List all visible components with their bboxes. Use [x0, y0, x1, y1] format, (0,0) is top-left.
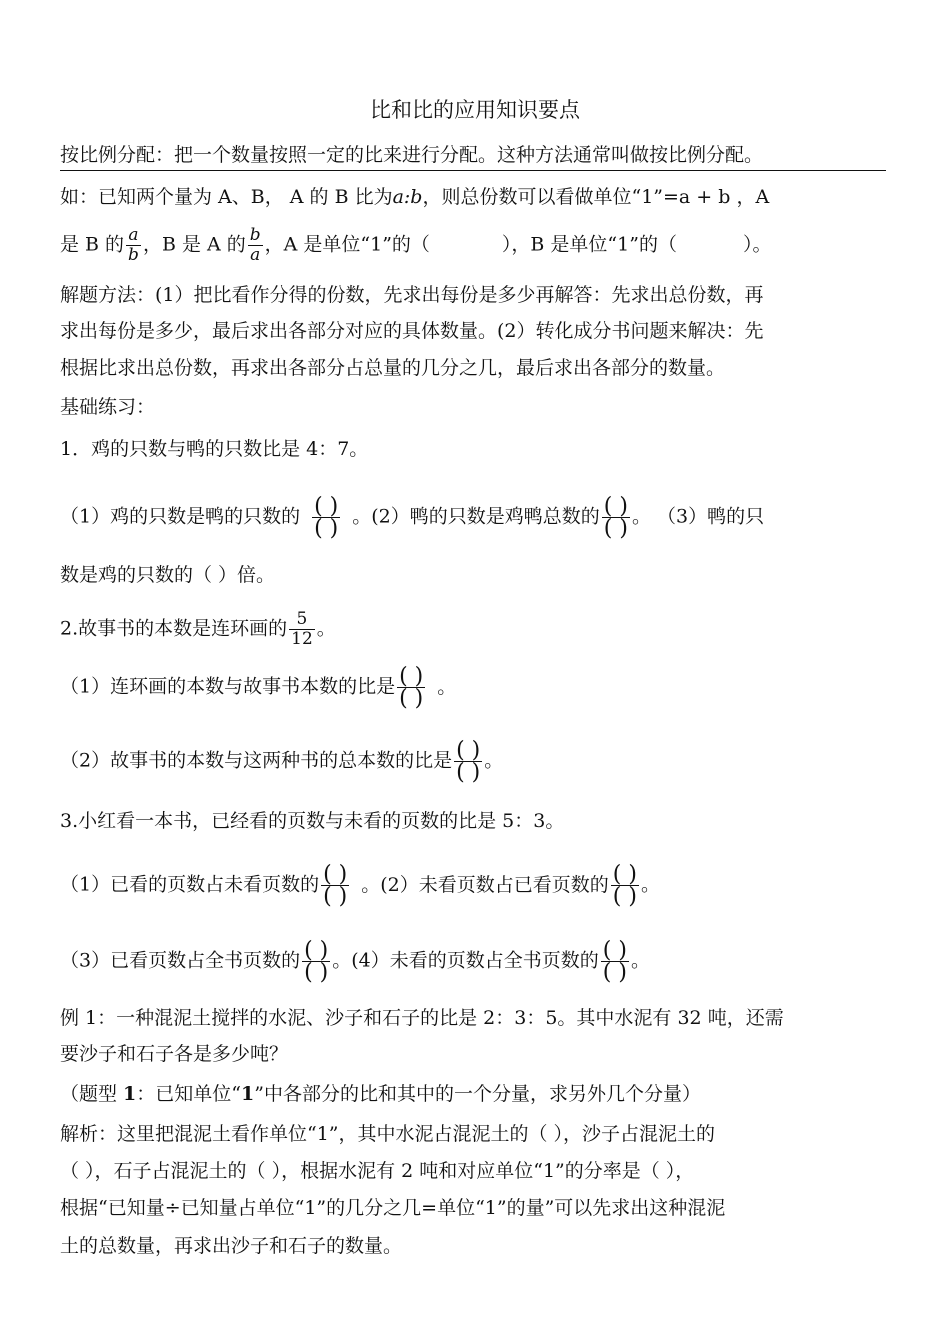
intro-text-g: ）。: [742, 233, 772, 256]
q2-sub1-end: 。: [437, 675, 457, 698]
method-line-1: 解题方法：(1）把比看作分得的份数，先求出每份是多少再解答：先求出总份数，再: [60, 284, 764, 306]
method-line-2: 求出每份是多少，最后求出各部分对应的具体数量。(2）转化成分书问题来解决：先: [60, 320, 764, 342]
blank-fraction[interactable]: [312, 496, 340, 539]
blank-fraction[interactable]: [602, 496, 630, 539]
fraction-numerator: ( ): [612, 862, 637, 887]
analysis-line-4: 土的总数量，再求出沙子和石子的数量。: [60, 1235, 403, 1257]
intro-text-a: 如：已知两个量为 A、B， A 的 B 比为: [60, 186, 393, 208]
example1-line-1: 例 1：一种混泥土搅拌的水泥、沙子和石子的比是 2：3：5。其中水泥有 32 吨，还需: [60, 1007, 784, 1029]
q3-stem: 3.小红看一本书，已经看的页数与未看的页数的比是 5：3。: [60, 810, 565, 832]
example1-line-2: 要沙子和石子各是多少吨？: [60, 1043, 289, 1065]
fraction-numerator: ( ): [456, 738, 481, 763]
fraction-numerator: ( ): [602, 938, 627, 963]
fraction-numerator: ( ): [304, 938, 329, 963]
fraction-b-over-a: [248, 226, 263, 265]
q1-line-1: [60, 496, 764, 539]
q3-sub2-text: 。(2）未看页数占已看页数的: [361, 873, 609, 896]
q3-sub3-text: （3）已看页数占全书页数的: [60, 949, 301, 972]
q1-line-2: 数是鸡的只数的（ ）倍。: [60, 564, 276, 586]
method-line-3: 根据比求出总份数，再求出各部分占总量的几分之几，最后求出各部分的数量。: [60, 357, 726, 379]
example-intro-line-1: [60, 184, 769, 210]
q2-sub2-end: 。: [484, 749, 504, 772]
basic-practice-label: 基础练习：: [60, 396, 156, 418]
fraction-denominator: ( ): [304, 960, 329, 985]
q1-part1-text: （1）鸡的只数是鸭的只数的: [60, 505, 301, 528]
q3-line2-end: 。: [630, 949, 650, 972]
fraction-numerator: ( ): [323, 862, 348, 887]
fraction-a-over-b: [126, 226, 141, 265]
example1-type-note: [60, 1081, 701, 1107]
fraction-denominator: ( ): [323, 884, 348, 909]
q1-part2-text: 。(2）鸭的只数是鸡鸭总数的: [352, 505, 600, 528]
q2-sub2-text: （2）故事书的本数与这两种书的总本数的比是: [60, 749, 453, 772]
blank-fraction[interactable]: [397, 666, 425, 709]
fraction-numerator: ( ): [314, 494, 339, 519]
analysis-line-3: 根据“已知量÷已知量占单位“1”的几分之几=单位“1”的量”可以先求出这种混泥: [60, 1197, 726, 1219]
q3-sub4-text: 。(4）未看的页数占全书页数的: [332, 949, 599, 972]
fraction-numerator: ( ): [603, 494, 628, 519]
type-note-bold-2: 1: [241, 1083, 255, 1105]
blank-fraction[interactable]: [611, 864, 639, 907]
blank-fraction[interactable]: [601, 940, 629, 983]
q3-line1-end: 。: [640, 873, 660, 896]
fraction-denominator: b: [128, 245, 139, 265]
intro-text-f: ），B 是单位“1”的（: [501, 233, 677, 256]
fraction-denominator: a: [250, 245, 261, 265]
fraction-denominator: 12: [291, 629, 313, 649]
fraction-denominator: ( ): [456, 760, 481, 785]
intro-text-b: ，则总份数可以看做单位“1”=a + b ，A: [422, 186, 770, 208]
q2-stem-end: 。: [316, 617, 336, 640]
q3-line-1: [60, 864, 660, 907]
intro-text-c: 是 B 的: [60, 233, 125, 256]
example-intro-line-2: [60, 226, 771, 265]
q3-sub1-text: （1）已看的页数占未看页数的: [60, 873, 320, 896]
fraction-denominator: ( ): [612, 884, 637, 909]
intro-text-d: ，B 是 A 的: [142, 233, 246, 256]
analysis-line-1: 解析：这里把混泥土看作单位“1”，其中水泥占混泥土的（ ），沙子占混泥土的: [60, 1123, 716, 1145]
fraction-denominator: ( ): [314, 516, 339, 541]
q1-part3-text: 。 （3）鸭的只: [631, 505, 765, 528]
type-note-text-c: ”中各部分的比和其中的一个分量，求另外几个分量）: [254, 1083, 701, 1105]
fraction-numerator: b: [249, 225, 261, 245]
page-title: 比和比的应用知识要点: [370, 98, 580, 122]
ratio-expression: a:b: [392, 186, 423, 208]
blank-fraction[interactable]: [454, 740, 482, 783]
fraction-5-over-12: [289, 610, 315, 649]
blank-fraction[interactable]: [302, 940, 330, 983]
fraction-denominator: ( ): [602, 960, 627, 985]
q1-stem: 1．鸡的只数与鸭的只数比是 4：7。: [60, 438, 369, 460]
fraction-numerator: ( ): [399, 664, 424, 689]
q3-line-2: [60, 940, 650, 983]
title-divider: [60, 170, 886, 171]
q2-stem: [60, 610, 336, 649]
intro-text-e: ，A 是单位“1”的（: [264, 233, 430, 256]
fraction-denominator: ( ): [603, 516, 628, 541]
q2-sub1-text: （1）连环画的本数与故事书本数的比是: [60, 675, 396, 698]
fraction-numerator: a: [126, 226, 141, 246]
fraction-denominator: ( ): [399, 686, 424, 711]
fraction-numerator: 5: [289, 610, 315, 630]
type-note-text-b: ：已知单位“: [136, 1083, 241, 1105]
type-note-bold-1: 1: [123, 1083, 137, 1105]
type-note-text-a: （题型: [60, 1083, 124, 1105]
blank-fraction[interactable]: [321, 864, 349, 907]
definition-text: 按比例分配：把一个数量按照一定的比来进行分配。这种方法通常叫做按比例分配。: [60, 144, 764, 166]
q2-sub-1: [60, 666, 456, 709]
analysis-line-2: （ ），石子占混泥土的（ ），根据水泥有 2 吨和对应单位“1”的分率是（ ），: [60, 1160, 695, 1182]
q2-sub-2: [60, 740, 503, 783]
q2-stem-text: 2.故事书的本数是连环画的: [60, 617, 288, 640]
